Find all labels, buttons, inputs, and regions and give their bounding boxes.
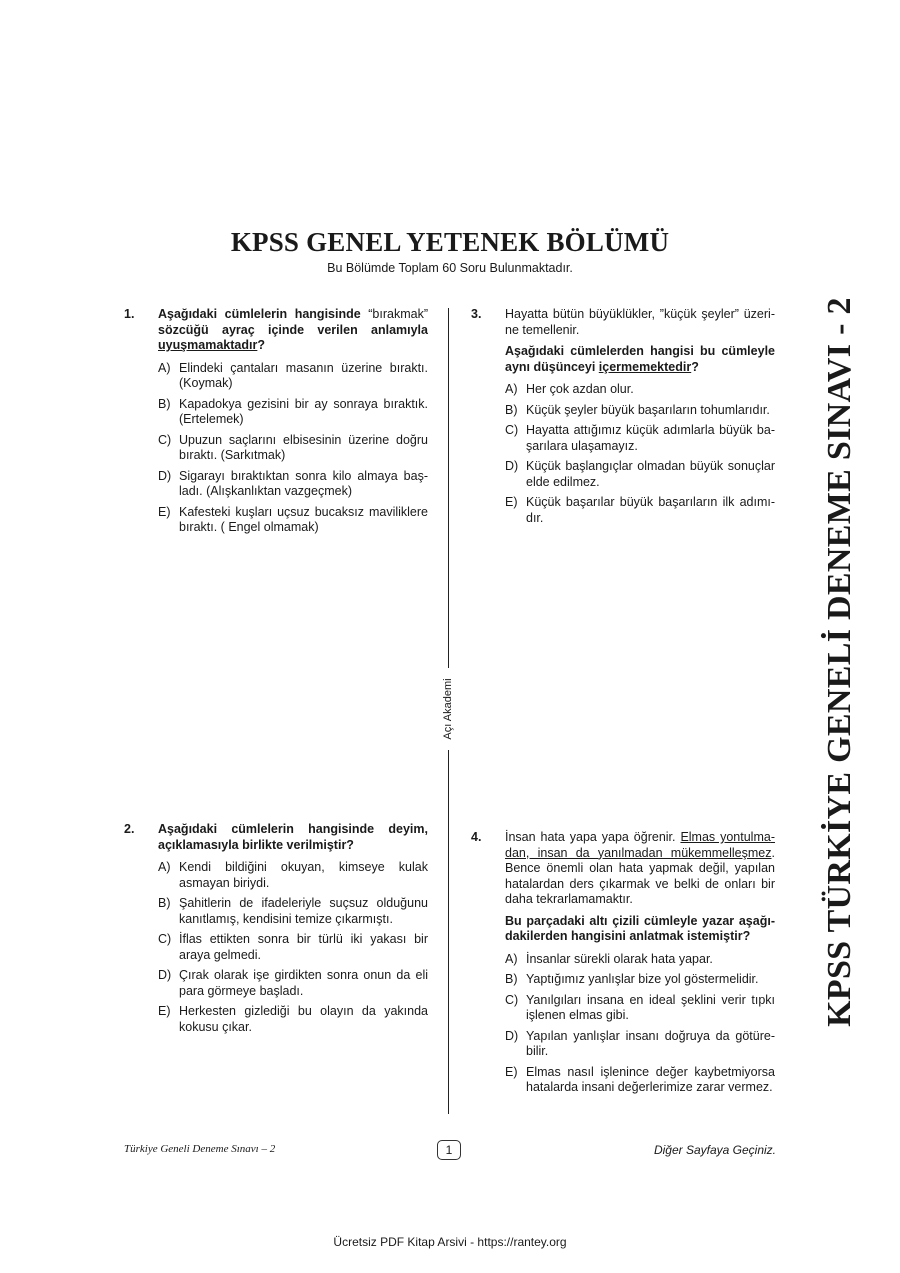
option-c[interactable] (505, 423, 775, 454)
stem-text: Aşağıdaki cümlelerin hangisinde (158, 307, 369, 321)
option-letter: D) (505, 459, 519, 473)
option-letter: A) (158, 860, 171, 874)
option-text: Elmas nasıl işlenince değer kaybetmiyorsa hatalarda insani değerlerimize zarar vermez. (526, 1064, 775, 1094)
intro-text: İnsan hata yapa yapa öğrenir. (505, 830, 681, 844)
footer-next-page: Diğer Sayfaya Geçiniz. (653, 1143, 776, 1157)
side-title: KPSS TÜRKİYE GENELİ DENEME SINAVI - 2 (821, 297, 858, 1027)
stem-text: ? (257, 338, 265, 352)
question-stem: Aşağıdaki cümlelerin hangisinde deyim, açıklamasıyla birlikte verilmiştir? (158, 822, 428, 852)
question-stem: Bu parçadaki altı çizili cümleyle yazar aşağıdakilerden hangisini anlatmak istemiştir? (505, 913, 775, 943)
option-letter: C) (505, 423, 519, 437)
option-a[interactable] (505, 382, 775, 398)
option-letter: D) (505, 1028, 519, 1043)
option-letter: A) (505, 382, 518, 396)
option-text: Herkesten gizlediği bu olayın da yakında kokusu çıkar. (179, 1004, 428, 1034)
option-c[interactable] (158, 932, 428, 963)
column-divider-top (448, 308, 449, 668)
option-list (505, 952, 775, 1096)
stem-text: Aşağıdaki cümlelerden hangisi bu cümleyle aynı düşünceyi (505, 344, 775, 374)
page-title: KPSS GENEL YETENEK BÖLÜMÜ (230, 227, 670, 257)
option-e[interactable] (505, 495, 775, 526)
option-text: Hayatta attığımız küçük adımlarla büyük başarılara ulaşamayız. (526, 423, 775, 453)
page-subtitle: Bu Bölümde Toplam 60 Soru Bulunmaktadır. (327, 261, 573, 275)
option-a[interactable] (158, 860, 428, 891)
stem-text: sözcüğü ayraç içinde verilen anlamıyla (158, 322, 428, 337)
option-e[interactable] (505, 1065, 775, 1096)
option-text: Küçük başlangıçlar olmadan büyük sonuçlar elde edilmez. (526, 459, 775, 489)
option-text: Kafesteki kuşları uçsuz bucaksız maviliklere bıraktı. ( Engel olmamak) (179, 504, 428, 534)
option-letter: A) (505, 951, 518, 966)
option-b[interactable] (505, 403, 775, 419)
option-letter: D) (158, 468, 172, 483)
footer-exam-name: Türkiye Geneli Deneme Sınavı – 2 (124, 1143, 276, 1155)
option-text: İflas ettikten sonra bir türlü iki yakası bir araya gelmedi. (179, 932, 428, 962)
option-text: İnsanlar sürekli olarak hata yapar. (526, 951, 713, 966)
option-letter: A) (158, 360, 171, 375)
option-list (158, 860, 428, 1035)
option-list (158, 361, 428, 536)
question-stem (158, 307, 428, 354)
stem-underlined: içermemektedir (598, 359, 692, 374)
option-text: Küçük başarılar büyük başarıların ilk adımıdır. (526, 495, 775, 525)
option-text: Her çok azdan olur. (526, 382, 634, 396)
option-d[interactable] (505, 459, 775, 490)
option-text: Yanılgıları insana en ideal şeklini verir tıpkı işlenen elmas gibi. (526, 992, 775, 1022)
question-stem (505, 344, 775, 375)
option-letter: E) (505, 495, 518, 509)
option-b[interactable] (158, 896, 428, 927)
option-d[interactable] (158, 968, 428, 999)
option-letter: C) (505, 992, 519, 1007)
option-text: Küçük şeyler büyük başarıların tohumlarıdır. (526, 402, 770, 417)
option-d[interactable] (158, 469, 428, 500)
option-letter: B) (505, 972, 518, 986)
option-e[interactable] (158, 1004, 428, 1035)
option-list (505, 382, 775, 526)
option-text: Kendi bildiğini okuyan, kimseye kulak asmayan biriydi. (179, 860, 428, 890)
question-number: 1. (124, 307, 135, 321)
stem-underlined: uyuşmamaktadır (158, 338, 258, 352)
stem-text: ? (691, 359, 699, 374)
option-letter: C) (158, 432, 172, 447)
page-number: 1 (437, 1140, 461, 1160)
question-intro (505, 830, 775, 908)
option-text: Yaptığımız yanlışlar bize yol göstermelidir. (526, 972, 759, 986)
option-text: Sigarayı bıraktıktan sonra kilo almaya başladı. (Alışkanlıktan vazgeçmek) (179, 468, 428, 498)
option-letter: E) (505, 1064, 518, 1079)
option-letter: E) (158, 504, 171, 519)
option-a[interactable] (505, 952, 775, 968)
option-letter: C) (158, 932, 172, 946)
option-letter: B) (158, 396, 171, 411)
option-a[interactable] (158, 361, 428, 392)
intro-underlined: Elmas yontulmadan, insan da yanılmadan mükemmelleşmez (505, 830, 775, 860)
question-4 (471, 830, 775, 1101)
question-3 (471, 307, 775, 531)
option-text: Şahitlerin de ifadeleriyle suçsuz olduğunu kanıtlamış, kendisini temize çıkarmıştı. (179, 896, 428, 926)
intro-text: . Bence önemli olan hata yapmak değil, yapılan hatalardan ders çıkarmak ve belki de onları bir daha tekrarlamamaktır. (505, 845, 775, 906)
option-c[interactable] (158, 433, 428, 464)
question-number: 3. (471, 307, 482, 321)
question-1 (124, 307, 428, 541)
option-letter: B) (158, 896, 171, 910)
divider-label: Açı Akademi (442, 678, 454, 740)
option-text: Upuzun saçlarını elbisesinin üzerine doğru bıraktı. (Sarkıtmak) (179, 432, 428, 462)
question-number: 2. (124, 822, 135, 836)
stem-quote: “bırakmak” (368, 307, 428, 321)
option-b[interactable] (505, 972, 775, 988)
option-letter: B) (505, 402, 518, 417)
option-c[interactable] (505, 993, 775, 1024)
option-text: Yapılan yanlışlar insanı doğruya da götürebilir. (526, 1028, 775, 1058)
question-number: 4. (471, 830, 482, 844)
option-d[interactable] (505, 1029, 775, 1060)
option-text: Çırak olarak işe girdikten sonra onun da eli para görmeye başladı. (179, 968, 428, 998)
option-letter: D) (158, 968, 172, 982)
column-divider-bottom (448, 750, 449, 1114)
question-intro: Hayatta bütün büyüklükler, ”küçük şeyler” üzerine temellenir. (505, 307, 775, 337)
option-letter: E) (158, 1004, 171, 1018)
bottom-note: Ücretsiz PDF Kitap Arsivi - https://rantey.org (333, 1235, 567, 1249)
option-text: Elindeki çantaları masanın üzerine bıraktı. (Koymak) (179, 360, 428, 390)
option-e[interactable] (158, 505, 428, 536)
option-b[interactable] (158, 397, 428, 428)
option-text: Kapadokya gezisini bir ay sonraya bıraktık.(Ertelemek) (179, 396, 428, 426)
question-2 (124, 822, 428, 1040)
